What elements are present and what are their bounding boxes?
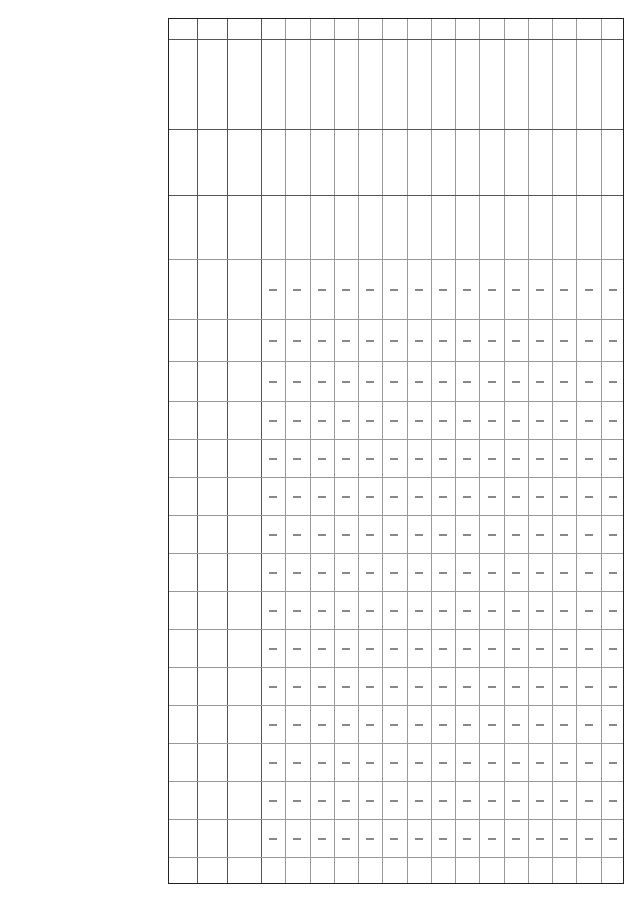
grid-line-horizontal — [169, 667, 623, 668]
table-cell-mark — [439, 496, 447, 498]
table-cell-mark — [318, 289, 326, 291]
grid-line-horizontal — [169, 591, 623, 592]
table-cell-mark — [512, 458, 520, 460]
table-cell-mark — [415, 762, 423, 764]
table-cell-mark — [269, 800, 277, 802]
table-cell-mark — [536, 610, 544, 612]
table-cell-mark — [318, 572, 326, 574]
table-cell-mark — [366, 648, 374, 650]
table-cell-mark — [390, 686, 398, 688]
table-cell-mark — [463, 762, 471, 764]
table-cell-mark — [269, 534, 277, 536]
table-cell-mark — [463, 420, 471, 422]
table-cell-mark — [488, 340, 496, 342]
table-cell-mark — [488, 648, 496, 650]
table-cell-mark — [415, 381, 423, 383]
table-cell-mark — [390, 289, 398, 291]
table-cell-mark — [560, 610, 568, 612]
table-cell-mark — [512, 340, 520, 342]
table-cell-mark — [318, 534, 326, 536]
table-cell-mark — [269, 648, 277, 650]
table-cell-mark — [512, 724, 520, 726]
table-cell-mark — [488, 534, 496, 536]
table-cell-mark — [390, 800, 398, 802]
table-cell-mark — [560, 800, 568, 802]
grid-line-vertical — [382, 19, 383, 883]
table-cell-mark — [293, 800, 301, 802]
table-cell-mark — [415, 534, 423, 536]
table-cell-mark — [293, 724, 301, 726]
table-cell-mark — [415, 610, 423, 612]
table-cell-mark — [439, 572, 447, 574]
table-cell-mark — [512, 610, 520, 612]
table-cell-mark — [609, 340, 617, 342]
table-cell-mark — [390, 496, 398, 498]
grid-line-vertical — [504, 19, 505, 883]
table-cell-mark — [536, 289, 544, 291]
table-cell-mark — [342, 724, 350, 726]
grid-line-horizontal — [169, 515, 623, 516]
table-cell-mark — [342, 762, 350, 764]
table-cell-mark — [585, 458, 593, 460]
table-cell-mark — [342, 381, 350, 383]
table-cell-mark — [512, 800, 520, 802]
table-cell-mark — [342, 610, 350, 612]
table-cell-mark — [560, 289, 568, 291]
table-cell-mark — [293, 420, 301, 422]
table-cell-mark — [536, 458, 544, 460]
table-cell-mark — [609, 686, 617, 688]
table-cell-mark — [463, 340, 471, 342]
table-cell-mark — [585, 572, 593, 574]
table-cell-mark — [390, 534, 398, 536]
table-cell-mark — [488, 610, 496, 612]
table-cell-mark — [560, 838, 568, 840]
table-cell-mark — [293, 648, 301, 650]
rotated-table — [168, 18, 624, 884]
table-cell-mark — [415, 838, 423, 840]
table-cell-mark — [415, 724, 423, 726]
table-cell-mark — [609, 534, 617, 536]
table-cell-mark — [609, 838, 617, 840]
table-cell-mark — [536, 838, 544, 840]
table-cell-mark — [488, 458, 496, 460]
table-cell-mark — [390, 572, 398, 574]
grid-line-vertical — [431, 19, 432, 883]
table-cell-mark — [585, 648, 593, 650]
grid-line-horizontal — [169, 361, 623, 362]
table-cell-mark — [269, 724, 277, 726]
table-cell-mark — [269, 420, 277, 422]
table-cell-mark — [293, 340, 301, 342]
grid-line-horizontal — [169, 195, 623, 196]
table-cell-mark — [512, 686, 520, 688]
table-cell-mark — [366, 686, 374, 688]
table-cell-mark — [512, 762, 520, 764]
grid-line-horizontal — [169, 819, 623, 820]
table-cell-mark — [293, 762, 301, 764]
table-cell-mark — [488, 686, 496, 688]
table-cell-mark — [439, 800, 447, 802]
table-cell-mark — [269, 340, 277, 342]
table-cell-mark — [366, 458, 374, 460]
grid-line-vertical — [528, 19, 529, 883]
table-cell-mark — [536, 686, 544, 688]
table-cell-mark — [609, 572, 617, 574]
table-cell-mark — [366, 610, 374, 612]
table-cell-mark — [318, 610, 326, 612]
table-cell-mark — [463, 458, 471, 460]
table-cell-mark — [439, 610, 447, 612]
grid-line-horizontal — [169, 705, 623, 706]
table-cell-mark — [536, 724, 544, 726]
grid-line-vertical — [358, 19, 359, 883]
table-cell-mark — [269, 572, 277, 574]
table-cell-mark — [609, 800, 617, 802]
table-cell-mark — [512, 420, 520, 422]
table-cell-mark — [366, 800, 374, 802]
table-cell-mark — [463, 381, 471, 383]
table-cell-mark — [366, 534, 374, 536]
grid-line-horizontal — [169, 743, 623, 744]
table-cell-mark — [318, 724, 326, 726]
table-cell-mark — [585, 610, 593, 612]
table-cell-mark — [536, 572, 544, 574]
grid-line-horizontal — [169, 39, 623, 40]
table-cell-mark — [439, 838, 447, 840]
grid-line-vertical — [227, 19, 228, 883]
grid-line-horizontal — [169, 401, 623, 402]
table-cell-mark — [585, 289, 593, 291]
grid-line-horizontal — [169, 629, 623, 630]
table-cell-mark — [439, 420, 447, 422]
table-cell-mark — [342, 420, 350, 422]
table-cell-mark — [415, 800, 423, 802]
table-cell-mark — [415, 420, 423, 422]
table-cell-mark — [293, 289, 301, 291]
table-cell-mark — [269, 458, 277, 460]
grid-line-horizontal — [169, 129, 623, 130]
table-cell-mark — [366, 381, 374, 383]
table-cell-mark — [560, 648, 568, 650]
table-cell-mark — [609, 420, 617, 422]
table-cell-mark — [560, 534, 568, 536]
table-cell-mark — [560, 496, 568, 498]
table-cell-mark — [366, 340, 374, 342]
table-cell-mark — [488, 572, 496, 574]
table-cell-mark — [366, 420, 374, 422]
table-cell-mark — [585, 724, 593, 726]
table-cell-mark — [512, 838, 520, 840]
table-cell-mark — [609, 610, 617, 612]
grid-line-horizontal — [169, 319, 623, 320]
table-cell-mark — [439, 686, 447, 688]
table-cell-mark — [366, 724, 374, 726]
table-cell-mark — [390, 648, 398, 650]
table-cell-mark — [536, 340, 544, 342]
table-cell-mark — [439, 289, 447, 291]
table-cell-mark — [390, 610, 398, 612]
table-cell-mark — [585, 381, 593, 383]
table-cell-mark — [609, 648, 617, 650]
table-cell-mark — [318, 838, 326, 840]
table-cell-mark — [318, 762, 326, 764]
table-cell-mark — [439, 534, 447, 536]
table-cell-mark — [463, 724, 471, 726]
table-cell-mark — [585, 686, 593, 688]
table-cell-mark — [318, 496, 326, 498]
table-cell-mark — [415, 572, 423, 574]
grid-line-vertical — [601, 19, 602, 883]
table-cell-mark — [512, 572, 520, 574]
table-cell-mark — [439, 458, 447, 460]
table-cell-mark — [415, 289, 423, 291]
table-cell-mark — [512, 496, 520, 498]
table-cell-mark — [488, 496, 496, 498]
table-cell-mark — [609, 289, 617, 291]
table-cell-mark — [293, 496, 301, 498]
table-cell-mark — [439, 762, 447, 764]
table-cell-mark — [342, 572, 350, 574]
table-cell-mark — [560, 458, 568, 460]
grid-line-horizontal — [169, 259, 623, 260]
grid-line-vertical — [407, 19, 408, 883]
table-cell-mark — [439, 340, 447, 342]
table-cell-mark — [439, 381, 447, 383]
grid-line-horizontal — [169, 553, 623, 554]
table-cell-mark — [342, 289, 350, 291]
table-cell-mark — [488, 724, 496, 726]
table-cell-mark — [536, 420, 544, 422]
table-cell-mark — [512, 534, 520, 536]
table-cell-mark — [488, 381, 496, 383]
table-cell-mark — [585, 800, 593, 802]
table-cell-mark — [318, 648, 326, 650]
table-cell-mark — [463, 572, 471, 574]
table-cell-mark — [415, 340, 423, 342]
table-cell-mark — [560, 686, 568, 688]
table-cell-mark — [366, 289, 374, 291]
grid-line-horizontal — [169, 857, 623, 858]
table-cell-mark — [512, 289, 520, 291]
table-cell-mark — [585, 420, 593, 422]
table-cell-mark — [560, 724, 568, 726]
table-cell-mark — [269, 496, 277, 498]
table-cell-mark — [293, 572, 301, 574]
table-cell-mark — [390, 458, 398, 460]
table-cell-mark — [488, 420, 496, 422]
table-cell-mark — [342, 496, 350, 498]
table-cell-mark — [342, 648, 350, 650]
table-cell-mark — [293, 838, 301, 840]
table-cell-mark — [390, 340, 398, 342]
grid-line-vertical — [310, 19, 311, 883]
table-cell-mark — [512, 381, 520, 383]
table-cell-mark — [536, 381, 544, 383]
grid-line-vertical — [261, 19, 262, 883]
table-cell-mark — [463, 534, 471, 536]
table-cell-mark — [415, 458, 423, 460]
table-cell-mark — [293, 610, 301, 612]
table-cell-mark — [269, 610, 277, 612]
table-cell-mark — [463, 648, 471, 650]
table-cell-mark — [318, 420, 326, 422]
table-cell-mark — [609, 762, 617, 764]
table-cell-mark — [318, 686, 326, 688]
table-cell-mark — [342, 534, 350, 536]
table-cell-mark — [342, 458, 350, 460]
grid-line-vertical — [479, 19, 480, 883]
table-cell-mark — [609, 724, 617, 726]
table-cell-mark — [609, 381, 617, 383]
table-cell-mark — [585, 340, 593, 342]
table-cell-mark — [560, 420, 568, 422]
table-cell-mark — [318, 458, 326, 460]
table-cell-mark — [318, 340, 326, 342]
grid-line-vertical — [285, 19, 286, 883]
table-cell-mark — [536, 800, 544, 802]
table-cell-mark — [366, 762, 374, 764]
table-cell-mark — [439, 648, 447, 650]
table-cell-mark — [536, 496, 544, 498]
table-cell-mark — [488, 800, 496, 802]
table-cell-mark — [293, 686, 301, 688]
grid-line-horizontal — [169, 781, 623, 782]
table-cell-mark — [585, 762, 593, 764]
table-cell-mark — [415, 648, 423, 650]
table-cell-mark — [293, 534, 301, 536]
table-cell-mark — [585, 496, 593, 498]
table-cell-mark — [269, 686, 277, 688]
table-cell-mark — [366, 572, 374, 574]
table-cell-mark — [536, 648, 544, 650]
grid-line-vertical — [334, 19, 335, 883]
table-cell-mark — [560, 762, 568, 764]
table-cell-mark — [390, 762, 398, 764]
table-cell-mark — [560, 381, 568, 383]
table-cell-mark — [488, 289, 496, 291]
grid-line-vertical — [197, 19, 198, 883]
table-cell-mark — [560, 340, 568, 342]
grid-line-horizontal — [169, 439, 623, 440]
table-cell-mark — [463, 686, 471, 688]
table-cell-mark — [609, 458, 617, 460]
table-cell-mark — [463, 800, 471, 802]
table-cell-mark — [318, 800, 326, 802]
table-cell-mark — [512, 648, 520, 650]
grid-line-horizontal — [169, 477, 623, 478]
table-cell-mark — [488, 838, 496, 840]
table-cell-mark — [269, 762, 277, 764]
table-cell-mark — [585, 838, 593, 840]
table-cell-mark — [342, 340, 350, 342]
grid-line-vertical — [455, 19, 456, 883]
table-cell-mark — [463, 838, 471, 840]
table-cell-mark — [463, 610, 471, 612]
table-cell-mark — [366, 838, 374, 840]
table-cell-mark — [536, 534, 544, 536]
table-cell-mark — [390, 420, 398, 422]
table-cell-mark — [342, 686, 350, 688]
table-cell-mark — [366, 496, 374, 498]
table-cell-mark — [342, 838, 350, 840]
table-cell-mark — [342, 800, 350, 802]
table-cell-mark — [488, 762, 496, 764]
table-cell-mark — [293, 381, 301, 383]
table-cell-mark — [269, 381, 277, 383]
table-cell-mark — [390, 724, 398, 726]
table-cell-mark — [536, 762, 544, 764]
table-cell-mark — [463, 289, 471, 291]
table-cell-mark — [415, 496, 423, 498]
table-cell-mark — [609, 496, 617, 498]
table-cell-mark — [390, 838, 398, 840]
table-cell-mark — [269, 289, 277, 291]
table-cell-mark — [390, 381, 398, 383]
table-cell-mark — [415, 686, 423, 688]
table-cell-mark — [269, 838, 277, 840]
table-cell-mark — [560, 572, 568, 574]
table-cell-mark — [439, 724, 447, 726]
table-cell-mark — [293, 458, 301, 460]
table-cell-mark — [585, 534, 593, 536]
table-cell-mark — [318, 381, 326, 383]
grid-line-vertical — [552, 19, 553, 883]
table-cell-mark — [463, 496, 471, 498]
grid-line-vertical — [576, 19, 577, 883]
